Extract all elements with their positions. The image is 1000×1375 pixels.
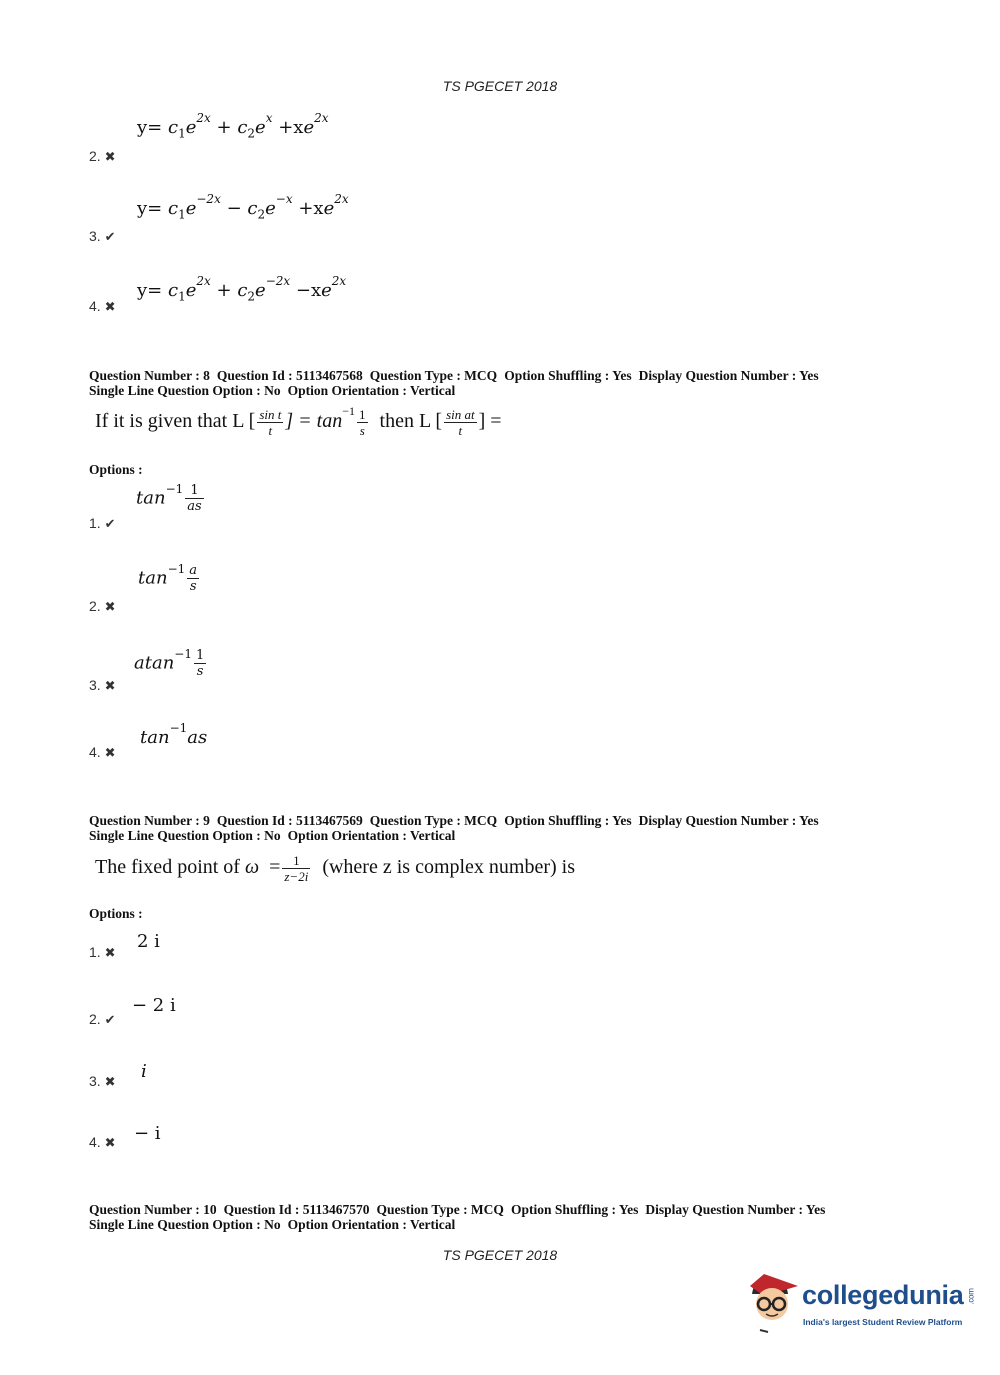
wrong-icon: ✖ xyxy=(104,678,116,693)
wrong-icon: ✖ xyxy=(104,1135,116,1150)
option-number: 2. xyxy=(89,148,101,164)
q9-option-2-value: − 2 i xyxy=(132,995,176,1016)
page-footer: TS PGECET 2018 xyxy=(442,1247,558,1263)
q9-option-4-value: − i xyxy=(134,1123,161,1144)
option-number: 2. xyxy=(89,1011,101,1027)
wrong-icon: ✖ xyxy=(104,945,116,960)
q8-option-1[interactable] xyxy=(89,515,115,532)
logo-name: collegedunia xyxy=(802,1280,964,1310)
q8-meta: Question Number : 8 Question Id : 5113467568 Question Type : MCQ Option Shuffling : Yes Display Question Number : Yes Single Line Question Option : No Option Orientation : Vertical xyxy=(89,368,819,398)
q9-option-2[interactable] xyxy=(89,1011,115,1028)
q9-option-3[interactable] xyxy=(89,1073,115,1090)
logo-tagline: India's largest Student Review Platform xyxy=(803,1317,963,1327)
q7-option-3-formula: $y= c_1e^{-2x} - c_2e^{-x} +xe^{2x}$ xyxy=(137,192,349,222)
option-number: 3. xyxy=(89,1073,101,1089)
check-icon: ✔ xyxy=(104,229,116,244)
q9-option-1-value: 2 i xyxy=(137,931,160,952)
q8-option-3[interactable] xyxy=(89,677,115,694)
q8-option-1-formula: $\tan^{-1}$ $\frac{1}{as}$ xyxy=(136,481,202,514)
wrong-icon: ✖ xyxy=(104,599,116,614)
wrong-icon: ✖ xyxy=(104,745,116,760)
q9-question-text: The fixed point of ω = $\frac{1}{z-2i}$ (where z is complex number) is xyxy=(95,853,576,884)
q8-option-2[interactable] xyxy=(89,598,115,615)
option-number: 4. xyxy=(89,744,101,760)
option-number: 3. xyxy=(89,228,101,244)
check-icon: ✔ xyxy=(104,1012,116,1027)
option-number: 4. xyxy=(89,298,101,314)
collegedunia-logo[interactable] xyxy=(742,1270,977,1340)
q7-option-3[interactable] xyxy=(89,228,115,245)
q8-option-2-formula: $\tan^{-1}$ $\frac{a}{s}$ xyxy=(138,561,198,594)
page-header: TS PGECET 2018 xyxy=(442,78,558,94)
q7-option-4[interactable] xyxy=(89,298,115,315)
option-number: 4. xyxy=(89,1134,101,1150)
option-number: 1. xyxy=(89,515,101,531)
q10-meta: Question Number : 10 Question Id : 5113467570 Question Type : MCQ Option Shuffling : Yes Display Question Number : Yes Single Line Question Option : No Option Orientation : Vertical xyxy=(89,1202,826,1232)
q8-question-text: If it is given that L [ $\frac{\text{sin t}}{t}$ ] = $\tan^{-1}$ $\frac{1}{s}$ then L [ $\frac{\text{sin at}}{t}$ ] = xyxy=(95,404,502,438)
q8-options-label: Options : xyxy=(89,462,143,477)
q8-option-4[interactable] xyxy=(89,744,115,761)
q9-option-1[interactable] xyxy=(89,944,115,961)
q7-option-4-formula: $y= c_1e^{2x} + c_2e^{-2x} -xe^{2x}$ xyxy=(137,274,347,304)
option-number: 1. xyxy=(89,944,101,960)
wrong-icon: ✖ xyxy=(104,299,116,314)
logo-suffix: .com xyxy=(967,1288,977,1305)
q9-option-4[interactable] xyxy=(89,1134,115,1151)
q9-option-3-value: i xyxy=(141,1061,147,1082)
q7-option-2-formula: $y= c_1e^{2x} + c_2e^x +xe^{2x}$ xyxy=(137,111,329,141)
q9-meta: Question Number : 9 Question Id : 5113467569 Question Type : MCQ Option Shuffling : Yes Display Question Number : Yes Single Line Question Option : No Option Orientation : Vertical xyxy=(89,813,819,843)
q8-option-4-formula: $\tan^{-1}as$ xyxy=(140,721,208,748)
option-number: 2. xyxy=(89,598,101,614)
wrong-icon: ✖ xyxy=(104,149,116,164)
option-number: 3. xyxy=(89,677,101,693)
check-icon: ✔ xyxy=(104,516,116,531)
q9-options-label: Options : xyxy=(89,906,143,921)
q8-option-3-formula: atan$^{-1}$ $\frac{1}{s}$ xyxy=(134,646,205,679)
wrong-icon: ✖ xyxy=(104,1074,116,1089)
q7-option-2[interactable] xyxy=(89,148,115,165)
mascot-icon xyxy=(742,1272,800,1334)
